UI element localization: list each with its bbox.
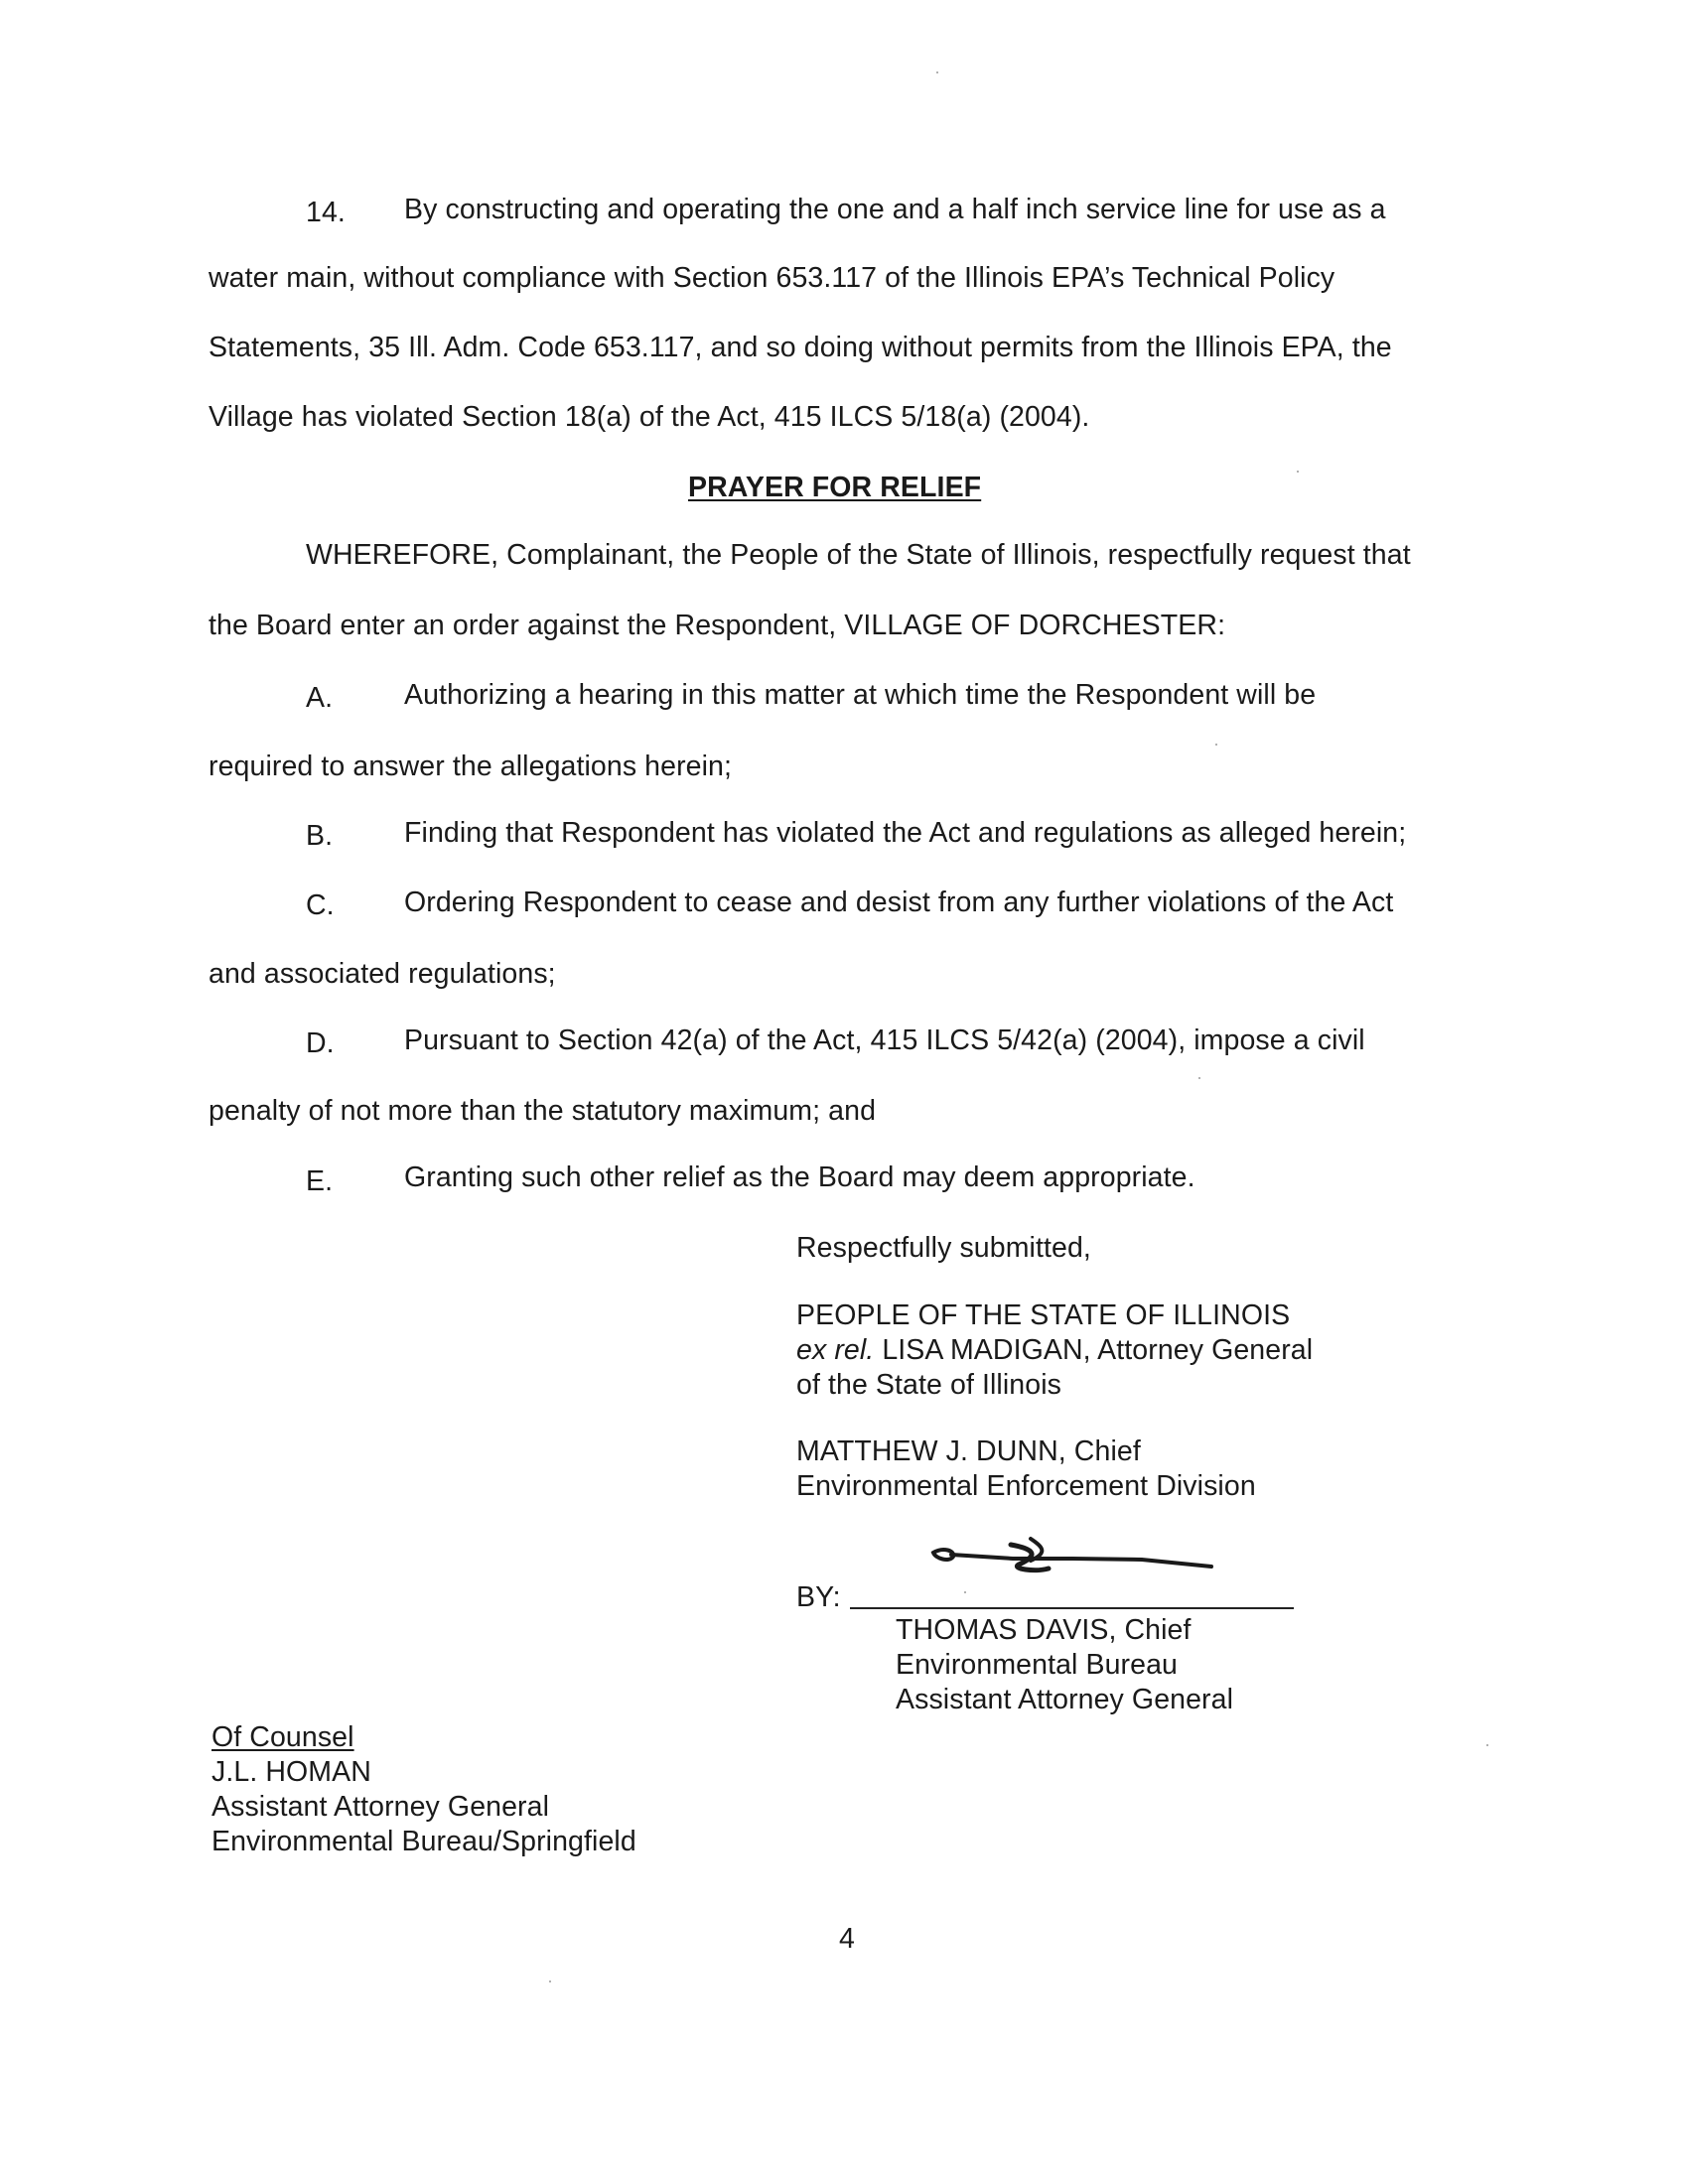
page-number: 4 [839,1923,855,1955]
paragraph-number: 14. [306,197,346,228]
attorney-general-name: LISA MADIGAN, Attorney General [874,1334,1314,1366]
relief-item-text: Granting such other relief as the Board may deem appropriate. [404,1161,1195,1193]
relief-item-letter: D. [306,1027,335,1059]
party-line: of the State of Illinois [796,1369,1061,1401]
relief-item-text: Ordering Respondent to cease and desist from any further violations of the Act [404,887,1394,918]
relief-item-text: and associated regulations; [209,958,556,990]
closing: Respectfully submitted, [796,1232,1091,1264]
scan-speck [964,1591,966,1593]
by-label: BY: [796,1581,841,1613]
signer-name: THOMAS DAVIS, Chief [896,1614,1192,1646]
signature-image [923,1529,1251,1598]
counsel-title: Assistant Attorney General [211,1791,550,1823]
paragraph-line: Village has violated Section 18(a) of the Act, 415 ILCS 5/18(a) (2004). [209,401,1090,433]
relief-item-text: Authorizing a hearing in this matter at which time the Respondent will be [404,679,1317,711]
signature-line [850,1607,1294,1609]
scan-speck [549,1980,551,1982]
relief-item-text: Finding that Respondent has violated the Act and regulations as alleged herein; [404,817,1407,849]
scan-speck [936,71,938,73]
paragraph-line: By constructing and operating the one and a half inch service line for use as a [404,194,1386,225]
party-name: PEOPLE OF THE STATE OF ILLINOIS [796,1299,1291,1331]
relief-item-letter: A. [306,682,334,714]
relief-item-letter: E. [306,1165,334,1197]
relief-item-letter: B. [306,820,334,852]
counsel-name: J.L. HOMAN [211,1756,371,1788]
scan-speck [1297,471,1299,473]
party-line [796,1333,1313,1367]
intro-line: WHEREFORE, Complainant, the People of the State of Illinois, respectfully request that [306,539,1411,571]
of-counsel-heading: Of Counsel [211,1721,354,1753]
signer-title: Environmental Bureau [896,1649,1178,1681]
scan-speck [1486,1744,1488,1746]
relief-item-text: required to answer the allegations herein; [209,751,733,782]
paragraph-line: water main, without compliance with Section 653.117 of the Illinois EPA’s Technical Policy [209,262,1335,294]
division-name: Environmental Enforcement Division [796,1470,1256,1502]
chief-name: MATTHEW J. DUNN, Chief [796,1435,1141,1467]
intro-line: the Board enter an order against the Respondent, VILLAGE OF DORCHESTER: [209,610,1226,641]
counsel-office: Environmental Bureau/Springfield [211,1826,636,1857]
relief-item-text: Pursuant to Section 42(a) of the Act, 415 ILCS 5/42(a) (2004), impose a civil [404,1024,1365,1056]
relief-item-letter: C. [306,889,335,921]
signer-title: Assistant Attorney General [896,1684,1234,1715]
relief-item-text: penalty of not more than the statutory maximum; and [209,1095,877,1127]
section-heading: PRAYER FOR RELIEF [688,472,982,503]
ex-rel-label: ex rel. [796,1334,875,1366]
scan-speck [1198,1077,1200,1079]
paragraph-line: Statements, 35 Ill. Adm. Code 653.117, and so doing without permits from the Illinois EPA, the [209,332,1392,363]
scan-speck [1215,744,1217,746]
